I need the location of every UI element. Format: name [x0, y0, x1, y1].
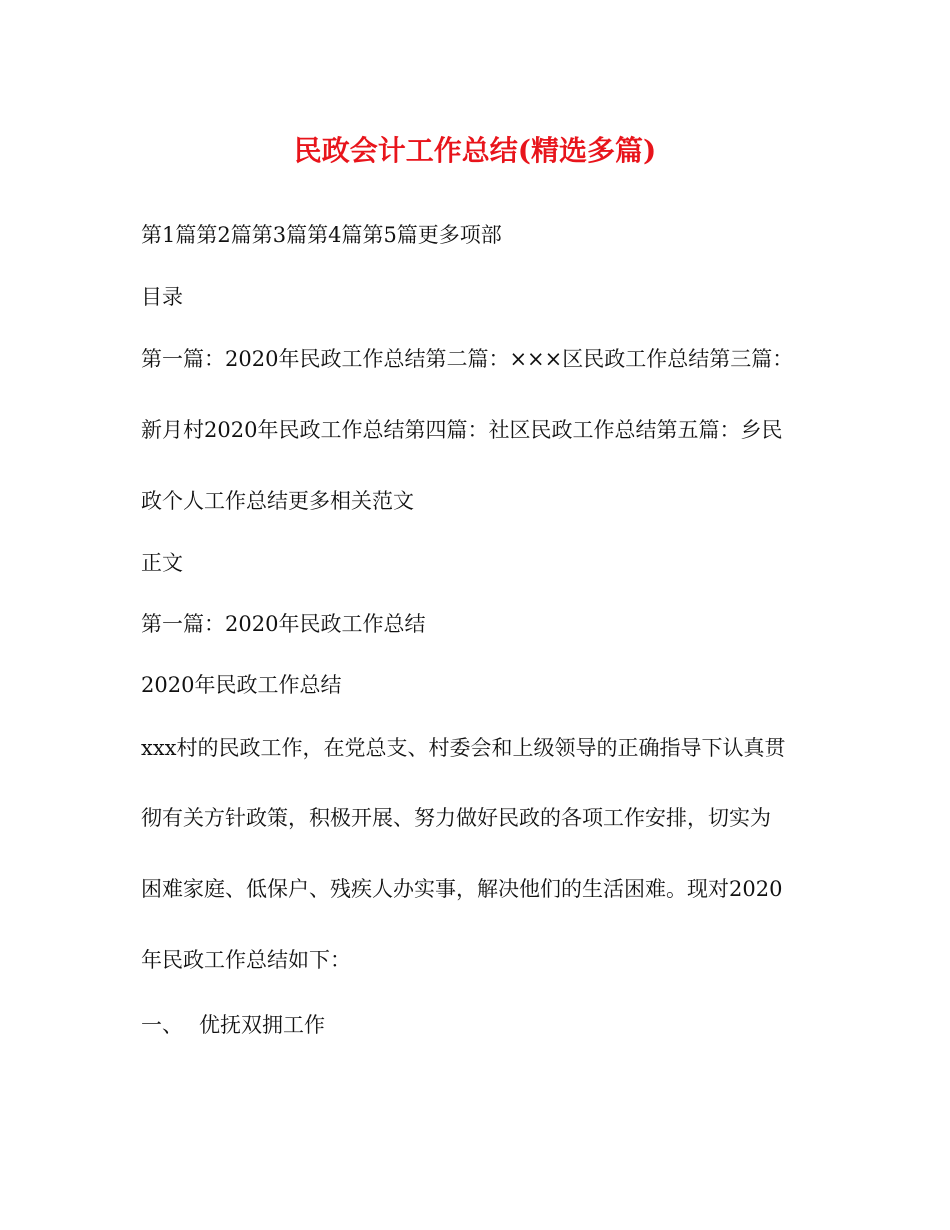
paragraph-line: 困难家庭、低保户、残疾人办实事，解决他们的生活困难。现对2020	[141, 877, 783, 901]
document-title: 民政会计工作总结(精选多篇)	[293, 134, 657, 167]
chapter-heading: 第一篇：2020年民政工作总结	[141, 612, 426, 636]
section-label: 优抚双拥工作	[199, 1013, 325, 1037]
toc-line: 新月村2020年民政工作总结第四篇：社区民政工作总结第五篇：乡民	[141, 418, 783, 442]
paragraph-line: 年民政工作总结如下：	[141, 948, 351, 972]
toc-line: 第一篇：2020年民政工作总结第二篇：×××区民政工作总结第三篇：	[141, 347, 794, 371]
paragraph-line: xxx村的民政工作，在党总支、村委会和上级领导的正确指导下认真贯	[141, 736, 786, 760]
paragraph-line: 彻有关方针政策，积极开展、努力做好民政的各项工作安排，切实为	[141, 806, 771, 830]
article-nav-line: 第1篇第2篇第3篇第4篇第5篇更多项部	[141, 223, 502, 247]
toc-heading: 目录	[141, 285, 183, 309]
section-heading	[141, 1010, 325, 1040]
toc-line: 政个人工作总结更多相关范文	[141, 489, 414, 513]
section-number: 一、	[141, 1013, 183, 1037]
body-heading: 正文	[141, 551, 183, 575]
chapter-subtitle: 2020年民政工作总结	[141, 673, 342, 697]
